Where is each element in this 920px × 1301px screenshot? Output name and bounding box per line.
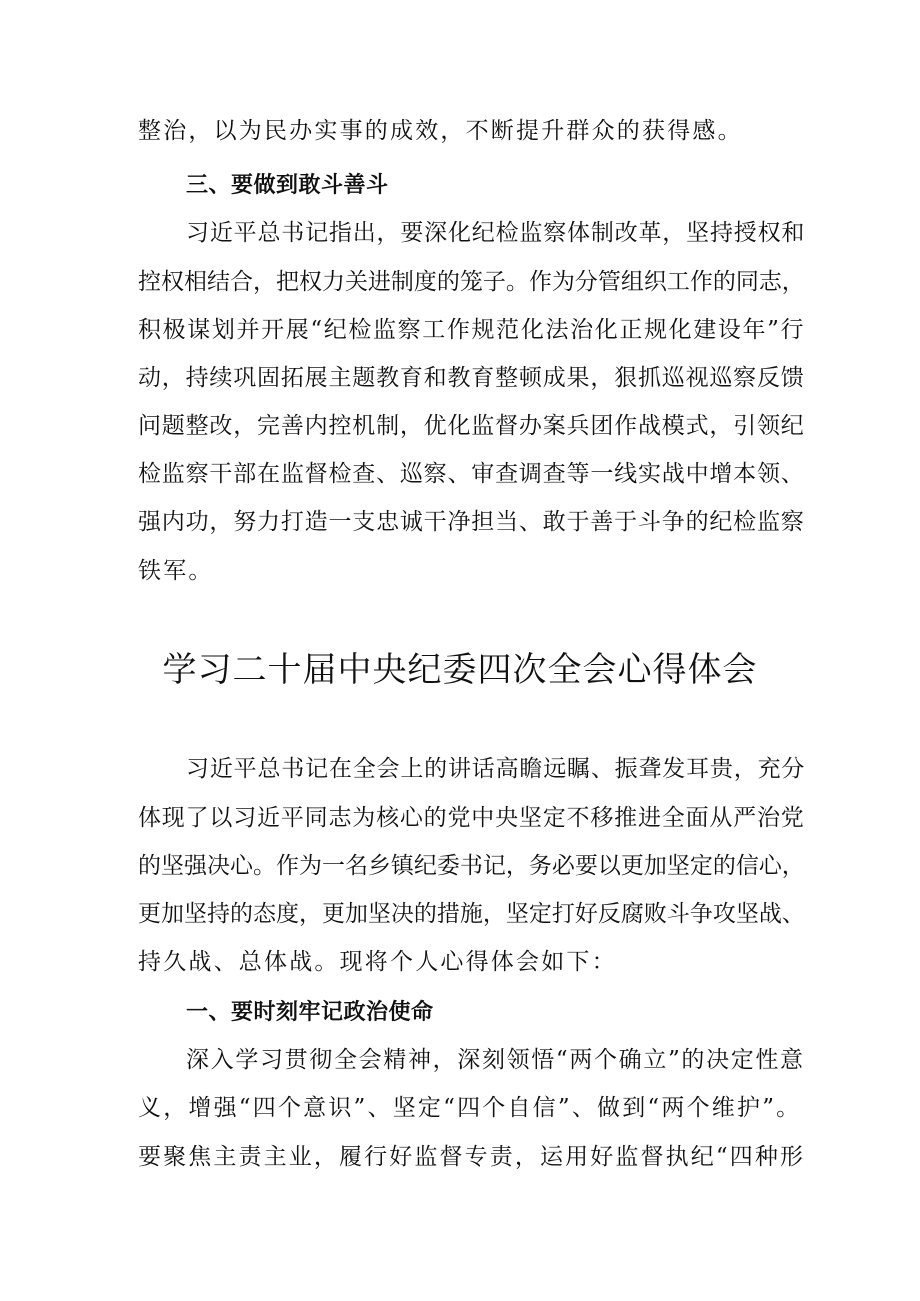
paragraph-line: 检监察干部在监督检查、巡察、审查调查等一线实战中增本领、 (138, 461, 805, 487)
paragraph-line: 深入学习贯彻全会精神，深刻领悟“两个确立”的决定性意 (186, 1047, 805, 1073)
paragraph-line: 动，持续巩固拓展主题教育和教育整顿成果，狠抓巡视巡察反馈 (138, 365, 805, 391)
paragraph-line: 习近平总书记指出，要深化纪检监察体制改革，坚持授权和 (186, 220, 806, 246)
paragraph-line: 强内功，努力打造一支忠诚干净担当、敢于善于斗争的纪检监察 (138, 509, 805, 535)
paragraph-line: 积极谋划并开展“纪检监察工作规范化法治化正规化建设年”行 (138, 317, 806, 343)
paragraph-line: 更加坚持的态度，更加坚决的措施，坚定打好反腐败斗争攻坚战、 (138, 901, 805, 927)
paragraph-line: 体现了以习近平同志为核心的党中央坚定不移推进全面从严治党 (138, 805, 805, 831)
article-title: 学习二十届中央纪委四次全会心得体会 (162, 650, 758, 690)
paragraph-line: 持久战、总体战。现将个人心得体会如下： (138, 949, 617, 975)
paragraph-line: 问题整改，完善内控机制，优化监督办案兵团作战模式，引领纪 (138, 413, 805, 439)
paragraph-line: 习近平总书记在全会上的讲话高瞻远瞩、振聋发耳贵，充分 (186, 756, 806, 782)
section-heading-1: 一、要时刻牢记政治使命 (186, 1000, 434, 1025)
paragraph-line: 要聚焦主责主业，履行好监督专责，运用好监督执纪“四种形 (138, 1144, 806, 1170)
paragraph-line: 控权相结合，把权力关进制度的笼子。作为分管组织工作的同志， (138, 269, 805, 295)
section-heading-3: 三、要做到敢斗善斗 (186, 173, 389, 198)
paragraph-line: 铁军。 (138, 558, 214, 584)
paragraph-line: 整治，以为民办实事的成效，不断提升群众的获得感。 (138, 118, 743, 144)
paragraph-line: 的坚强决心。作为一名乡镇纪委书记，务必要以更加坚定的信心， (138, 853, 805, 879)
paragraph-line: 义，增强“四个意识”、坚定“四个自信”、做到“两个维护”。 (138, 1095, 802, 1121)
